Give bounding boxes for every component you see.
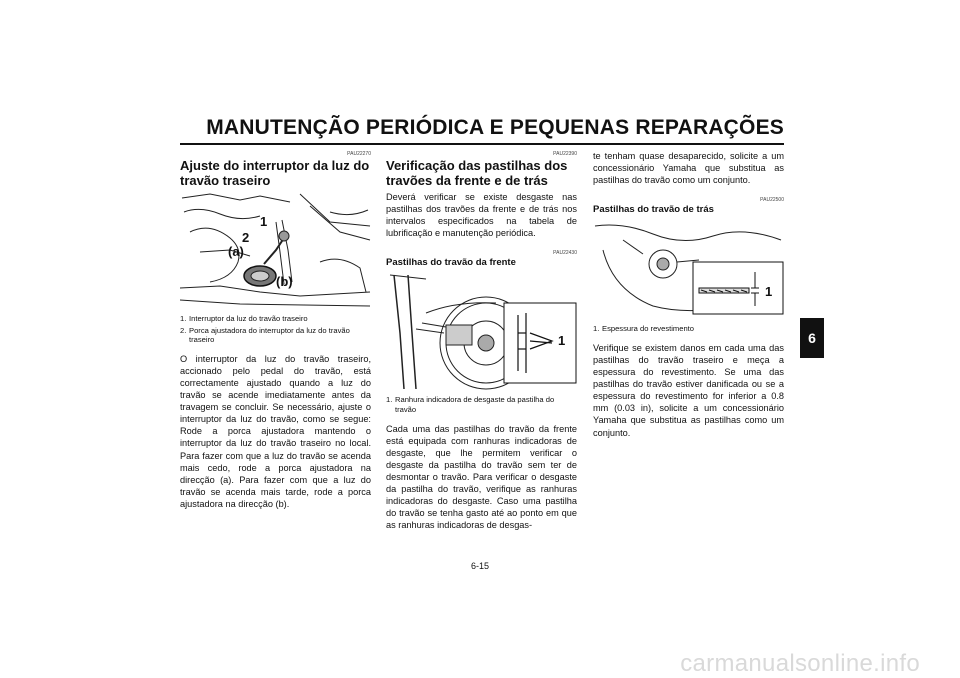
caption-text: Interruptor da luz do travão traseiro [189, 314, 308, 323]
subsection-heading: Pastilhas do travão da frente [386, 257, 516, 269]
figure-captions [386, 395, 577, 414]
section-code: PAU22270 [347, 151, 371, 157]
body-paragraph: Cada uma das pastilhas do travão da frente está equipada com ranhuras indicadoras de desgaste, que lhe permitem verificar o desgaste da pastilha do travão sem ter de desmontar o travão. Para verificar o desgaste da pastilha do travão, verifique as ranhuras indicadoras do desgaste. Caso uma pastilha do travão se tenha gasto até ao ponto em que as ranhuras indicadoras de desgas- [386, 423, 577, 531]
page-header [180, 116, 784, 148]
section-heading: Ajuste do interruptor da luz do travão traseiro [180, 158, 370, 188]
section-code: PAU22500 [760, 197, 784, 204]
watermark: carmanualsonline.info [680, 650, 920, 677]
header-rule [180, 143, 784, 145]
section-heading: Verificação das pastilhas dos travões da frente e de trás [386, 158, 568, 188]
figure-captions [593, 324, 784, 334]
caption-item [180, 326, 371, 345]
column-1 [180, 150, 371, 510]
page-number: 6-15 [470, 561, 489, 571]
body-paragraph: O interruptor da luz do travão traseiro, accionado pelo pedal do travão, está correctamente ajustado quando a luz do travão se acende imediatamente antes da travagem se concluir. Se necessário, ajuste o interruptor da luz do travão, como se segue: Rode a porca ajustadora mantendo o interruptor da luz do travão traseiro no local. Para fazer com que a luz do travão se acenda mais cedo, rode a porca ajustadora na direcção (a). Para fazer com que a luz do travão se acenda mais tarde, rode a porca ajustadora na direcção (b). [180, 353, 371, 509]
figure-label-a: (a) [228, 244, 244, 259]
intro-paragraph: Deverá verificar se existe desgaste nas pastilhas dos travões da frente e de trás nos intervalos especificados na tabela de lubrificação e manutenção periódica. [386, 192, 577, 239]
chapter-tab: 6 [800, 318, 824, 358]
caption-item [180, 314, 371, 324]
caption-text: Espessura do revestimento [602, 324, 695, 334]
figure-label-b: (b) [276, 274, 293, 289]
caption-text: Porca ajustadora do interruptor da luz do travão traseiro [189, 325, 350, 345]
subsection-heading: Pastilhas do travão de trás [593, 204, 714, 216]
continued-paragraph: te tenham quase desaparecido, solicite a um concessionário Yamaha que substitua as pastilhas do travão como um conjunto. [593, 151, 784, 186]
caption-item [593, 324, 784, 334]
section-code: PAU22390 [553, 151, 577, 157]
column-3 [593, 150, 784, 439]
front-brake-illustration [386, 273, 577, 391]
caption-item [386, 395, 577, 414]
figure-label-1: 1 [558, 333, 566, 349]
column-2 [386, 150, 577, 531]
figure-label-2: 2 [242, 230, 250, 245]
section-code: PAU22430 [553, 250, 577, 257]
caption-text: Ranhura indicadora de desgaste da pastilha do travão [395, 395, 555, 414]
caption-number: 1. [593, 324, 600, 334]
figure-label-1: 1 [765, 284, 773, 300]
body-paragraph: Verifique se existem danos em cada uma das pastilhas do travão traseiro e meça a espessura do revestimento. Se uma das pastilhas do travão estiver danificada ou se a espessura do revestimento for inferior a 0.8 mm (0.03 in), solicite a um concessionário Yamaha que substitua as pastilhas como um conjunto. [593, 342, 784, 438]
caption-number: 2. [180, 325, 187, 335]
figure-label-1: 1 [260, 214, 268, 229]
figure-captions [180, 314, 371, 345]
caption-number: 1. [180, 314, 187, 323]
rear-brake-illustration [593, 220, 784, 320]
page-title: MANUTENÇÃO PERIÓDICA E PEQUENAS REPARAÇÕES [206, 116, 784, 139]
brake-switch-illustration [180, 192, 371, 308]
caption-number: 1. [386, 395, 393, 405]
